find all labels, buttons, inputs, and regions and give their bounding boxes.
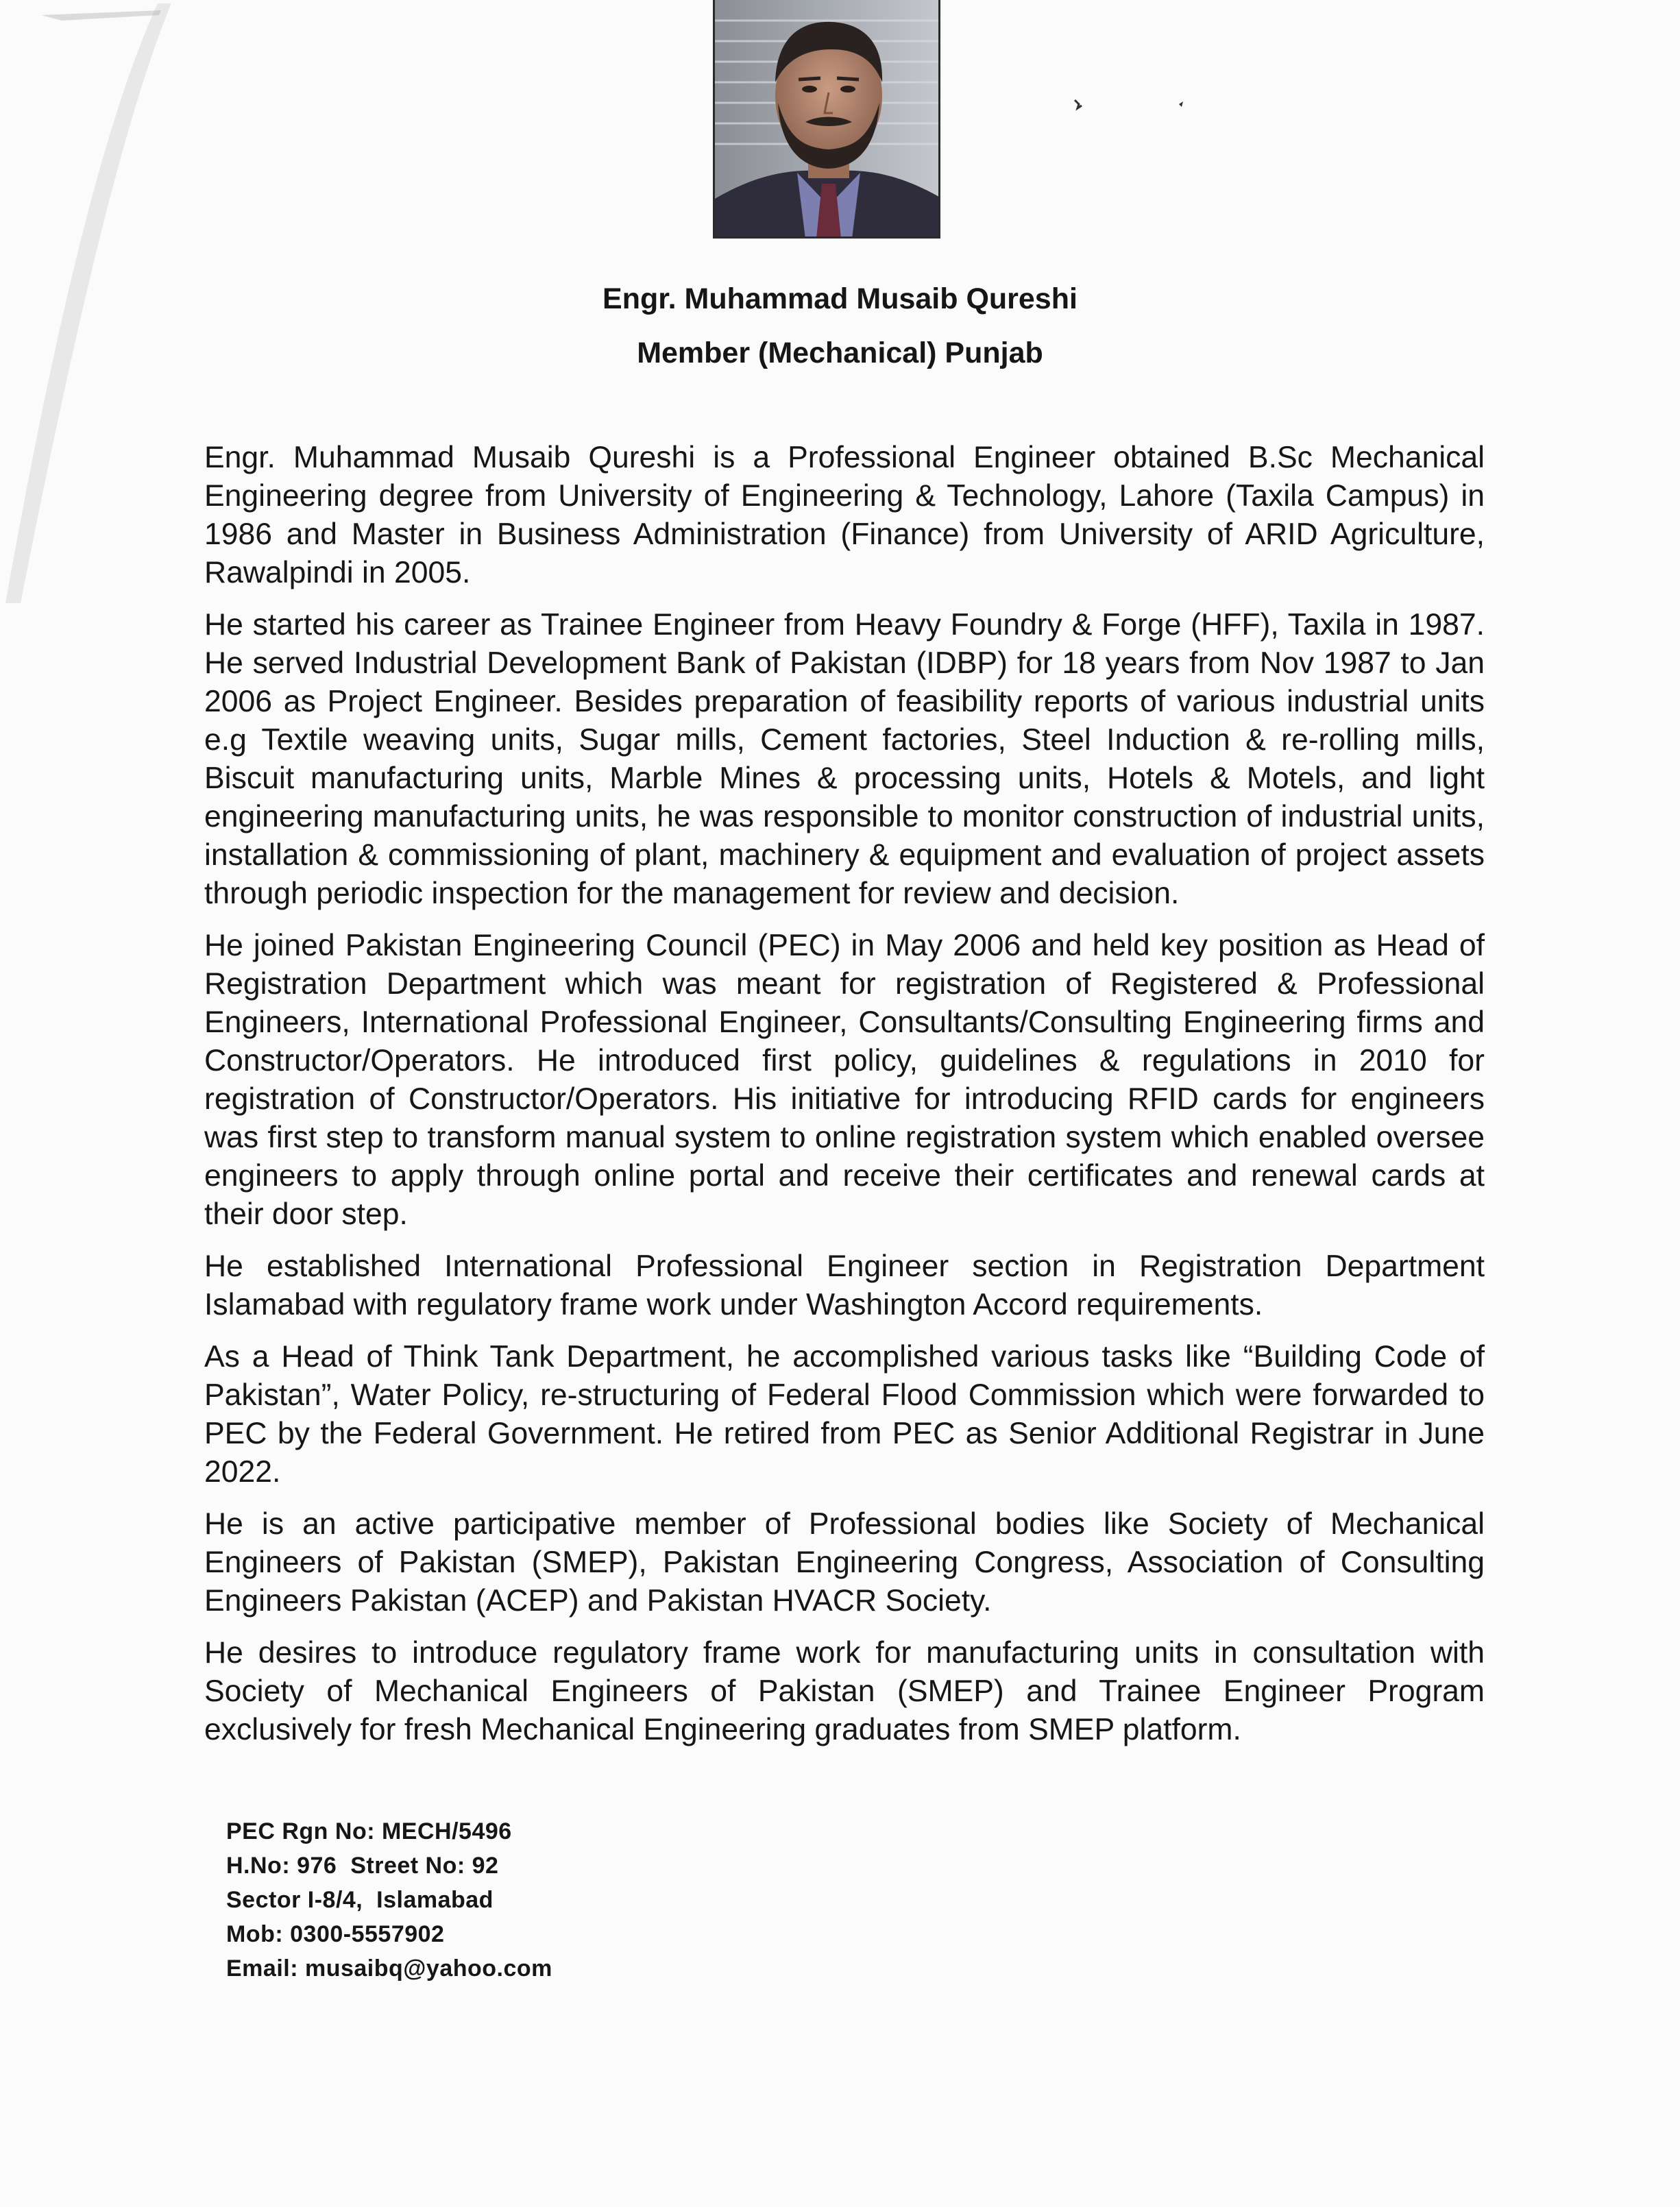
sector-city-address: Sector I-8/4, Islamabad: [226, 1887, 494, 1913]
bio-paragraph-think-tank: As a Head of Think Tank Department, he accomplished various tasks like “Building Code of Pakistan”, Water Policy, re-structuring of Federal Flood Commission which were forwarded to PEC by the Federal Government. He retired from PEC as Senior Additional Registrar in June 2022.: [204, 1340, 1485, 1489]
mobile-number: Mob: 0300-5557902: [226, 1921, 445, 1947]
house-street-address: H.No: 976 Street No: 92: [226, 1853, 499, 1879]
bio-paragraph-ipe-section: He established International Professional Engineer section in Registration Department Islamabad with regulatory frame work under Washington Accord requirements.: [204, 1249, 1485, 1321]
bio-paragraph-aspirations: He desires to introduce regulatory frame work for manufacturing units in consultation with Society of Mechanical Engineers of Pakistan (SMEP) and Trainee Engineer Program exclusively for fresh Mechanical Engineering graduates from SMEP platform.: [204, 1636, 1485, 1746]
bio-paragraph-pec: He joined Pakistan Engineering Council (PEC) in May 2006 and held key position as Head of Registration Department which was meant for registration of Registered & Professional Engineers, International Professional Engineer, Consultants/Consulting Engineering firms and Constructor/Operators. He introduced first policy, guidelines & regulations in 2010 for registration of Constructor/Operators. His initiative for introducing RFID cards for engineers was first step to transform manual system to online registration system which enabled oversee engineers to apply through online portal and receive their certificates and renewal cards at their door step.: [204, 929, 1485, 1231]
biography-body: [204, 439, 1485, 1763]
contact-details: [226, 1814, 552, 1986]
person-portrait-image: [715, 0, 940, 239]
person-name: Engr. Muhammad Musaib Qureshi: [602, 282, 1078, 315]
pec-registration-number: PEC Rgn No: MECH/5496: [226, 1818, 512, 1844]
email-address: Email: musaibq@yahoo.com: [226, 1955, 552, 1982]
bio-paragraph-early-career: He started his career as Trainee Engineer from Heavy Foundry & Forge (HFF), Taxila in 1987. He served Industrial Development Bank of Pakistan (IDBP) for 18 years from Nov 1987 to Jan 2006 as Project Engineer. Besides preparation of feasibility reports of various industrial units e.g Textile weaving units, Sugar mills, Cement factories, Steel Induction & re-rolling mills, Biscuit manufacturing units, Marble Mines & processing units, Hotels & Motels, and light engineering manufacturing units, he was responsible to monitor construction of industrial units, installation & commissioning of plant, machinery & equipment and evaluation of project assets through periodic inspection for the management for review and decision.: [204, 608, 1485, 910]
scan-specks: [1069, 96, 1206, 123]
position-title: Member (Mechanical) Punjab: [637, 337, 1043, 369]
portrait-photo: [713, 0, 940, 239]
bio-paragraph-education: Engr. Muhammad Musaib Qureshi is a Professional Engineer obtained B.Sc Mechanical Engineering degree from University of Engineering & Technology, Lahore (Taxila Campus) in 1986 and Master in Business Administration (Finance) from University of ARID Agriculture, Rawalpindi in 2005.: [204, 441, 1485, 589]
bio-paragraph-memberships: He is an active participative member of Professional bodies like Society of Mechanical Engineers of Pakistan (SMEP), Pakistan Engineering Congress, Association of Consulting Engineers Pakistan (ACEP) and Pakistan HVACR Society.: [204, 1507, 1485, 1618]
